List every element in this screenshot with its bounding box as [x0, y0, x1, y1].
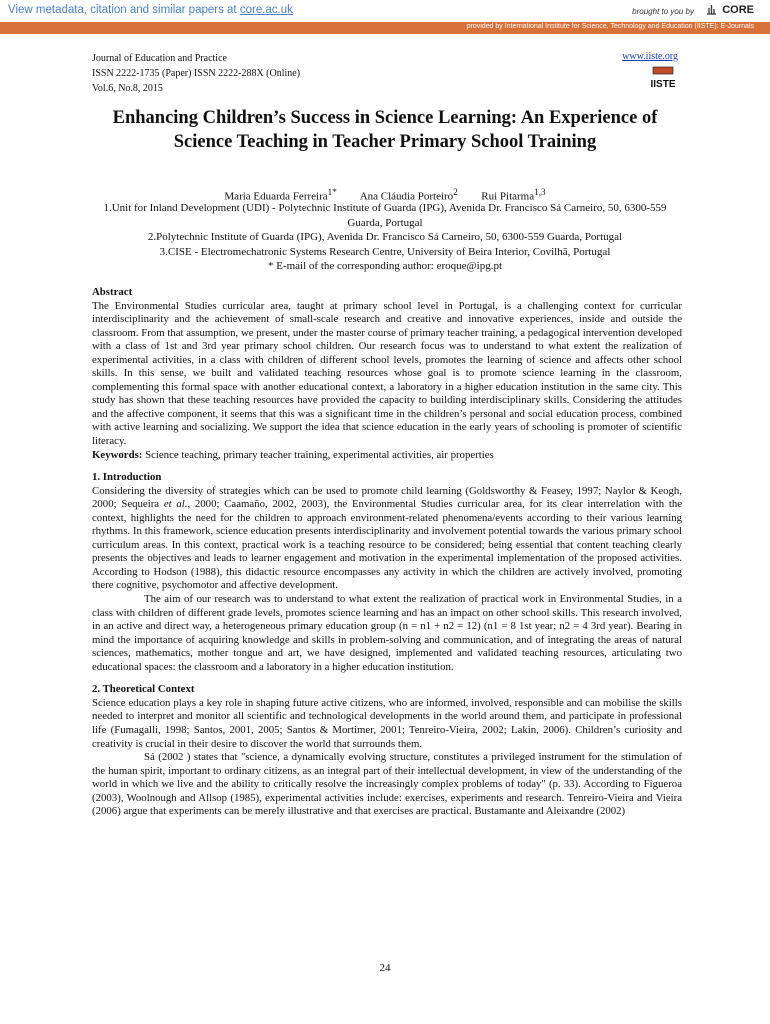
- et-al: et al.: [163, 498, 188, 511]
- affiliations: [92, 201, 678, 274]
- author-affiliation-mark: 2: [453, 187, 458, 197]
- metadata-link-line: [8, 4, 293, 16]
- iiste-logo-icon: [650, 66, 676, 92]
- paper-body: [92, 286, 682, 819]
- paragraph: The aim of our research was to understand to what extent the realization of practical work in Environmental Studies, in a class with children of different grade levels, promotes science learning and has an impact on other school skills. This research involved, in an active and direct way, a heterogeneous primary education group (n = n1 + n2 = 12) (n1 = 8 1st year; n2 = 4 3rd year). Bearing in mind the importance of acquiring knowledge and skills in problem-solving and communication, and of integrating the areas of natural sciences, mathematics, mother tongue and art, we have designed, implemented and validated teaching resources, articulating two educational spaces: the classroom and a laboratory in a higher education institution.: [92, 593, 682, 673]
- paper-title: Enhancing Children’s Success in Science Learning: An Experience of Science Teaching in Teacher Primary School Training: [112, 108, 658, 152]
- paragraph: Sá (2002 ) states that "science, a dynamically evolving structure, constitutes a privileged instrument for the stimulation of the human spirit, important to ordinary citizens, as an integral part of their intellectual development, in view of the understanding of the world in which we live and the ability to critically resolve the increasingly complex problems of today" (p. 33). According to Figueroa (2003), Woolnough and Allsop (1985), experimental activities include: exercises, experiments and research. Tenreiro-Vieira and Vieira (2006) argue that experiments can be merely illustrative and that exercises are practical. Bustamante and Aleixandre (2002): [92, 751, 682, 818]
- keywords-line: [92, 449, 682, 463]
- author-affiliation-mark: 1,3: [534, 187, 546, 197]
- page-number: 24: [379, 962, 391, 974]
- core-brand[interactable]: [706, 3, 754, 16]
- abstract-text: The Environmental Studies curricular area, taught at primary school level in Portugal, is a challenging context for curricular interdisciplinarity and the achievement of small-scale research and creative and innovative experiences, inside and outside the classroom. From that assumption, we present, under the master course of primary teacher training, a pedagogical intervention developed with a class of 1st and 3rd year primary school children. Our research focus was to understand to what extent the realization of experimental activities, in a class with children of different school levels, promotes the learning of science and affects other school skills. In this sense, we built and validated teaching resources whose goal is to promote science learning in the classroom, complementing this formal space with another educational context, a laboratory in a higher education institution in the same city. This study has shown that these teaching resources have provided the capacity to building interdisciplinary skills. Considering the attitudes and the affective component, it seems that this was a significant time in the children’s personal and social education process, combined with active learning and socializing. We support the idea that science education in the early years of schooling is promoter of scientific literacy.: [92, 299, 682, 448]
- paragraph: Science education plays a key role in shaping future active citizens, who are informed, involved, responsible and can mobilise the skills needed to interpret and monitor all scientific and technological developments in the world around them, and participate in professional life (Fumagalli, 1998; Santos, 2001, 2005; Santos & Mortimer, 2001; Tenreiro-Vieira, 2002; Lakin, 2006). Children’s curiosity and creativity is crucial in their desire to discover the world that surrounds them.: [92, 696, 682, 750]
- keywords-text: Science teaching, primary teacher training, experimental activities, air properties: [142, 448, 494, 461]
- provider-bar: [0, 22, 770, 34]
- core-name: CORE: [722, 4, 754, 16]
- metadata-prefix: View metadata, citation and similar papers at: [8, 4, 237, 16]
- affiliation: 1.Unit for Inland Development (UDI) - Polytechnic Institute of Guarda (IPG), Avenida Dr. Francisco Sá Carneiro, 50, 6300-559 Guarda, Portugal: [103, 202, 667, 229]
- corresponding-author: * E-mail of the corresponding author: eroque@ipg.pt: [267, 260, 503, 272]
- author-name: Rui Pitarma: [481, 190, 535, 203]
- keywords-label: Keywords:: [92, 448, 143, 461]
- journal-volume: Vol.6, No.8, 2015: [92, 83, 163, 94]
- journal-name: Journal of Education and Practice: [92, 53, 227, 64]
- section-heading: 2. Theoretical Context: [92, 683, 195, 696]
- provided-by-text: provided by International Institute for Science, Technology and Education (IISTE): E-Journals: [466, 23, 754, 30]
- affiliation: 2.Polytechnic Institute of Guarda (IPG), Avenida Dr. Francisco Sá Carneiro, 50, 6300-559 Guarda, Portugal: [147, 231, 623, 243]
- journal-info: [92, 51, 300, 96]
- core-logo-icon: [706, 3, 717, 15]
- author-affiliation-mark: 1*: [327, 187, 337, 197]
- brought-by-text: brought to you by: [632, 7, 694, 16]
- core-banner: [0, 0, 770, 22]
- core-link[interactable]: core.ac.uk: [239, 4, 293, 16]
- author-name: Maria Eduarda Ferreira: [224, 190, 328, 203]
- logo-text: IISTE: [650, 79, 676, 90]
- journal-issn: ISSN 2222-1735 (Paper) ISSN 2222-288X (Online): [92, 68, 301, 79]
- section-heading: 1. Introduction: [92, 471, 162, 484]
- affiliation: 3.CISE - Electromechatronic Systems Research Centre, University of Beira Interior, Covilhã, Portugal: [159, 245, 611, 258]
- author-name: Ana Cláudia Porteiro: [359, 190, 454, 203]
- paragraph: Considering the diversity of strategies which can be used to promote child learning (Goldsworthy & Feasey, 1997; Naylor & Keogh, 2000; Sequeira et al., 2000; Caamaño, 2002, 2003), the Environmental Studies curricular area, for its clear interrelation with the context, highlights the need for the children to approach environment-related phenomena/events according to their various learning rhythms. In this framework, science education presents interdisciplinarity and involvement potential towards the various primary school curriculum areas. In this context, practical work is a teaching resource to be considered; being essential that content teaching clearly presents the objectives and leads to learner engagement and motivation in the experimental implementation of the proposed activities. According to Hodson (1988), this didactic resource encompasses any activity in which the children are actively involved, promoting there cognitive, psychomotor and affective development.: [92, 484, 683, 592]
- journal-website-link[interactable]: www.iiste.org: [622, 51, 678, 62]
- abstract-heading: Abstract: [92, 286, 133, 298]
